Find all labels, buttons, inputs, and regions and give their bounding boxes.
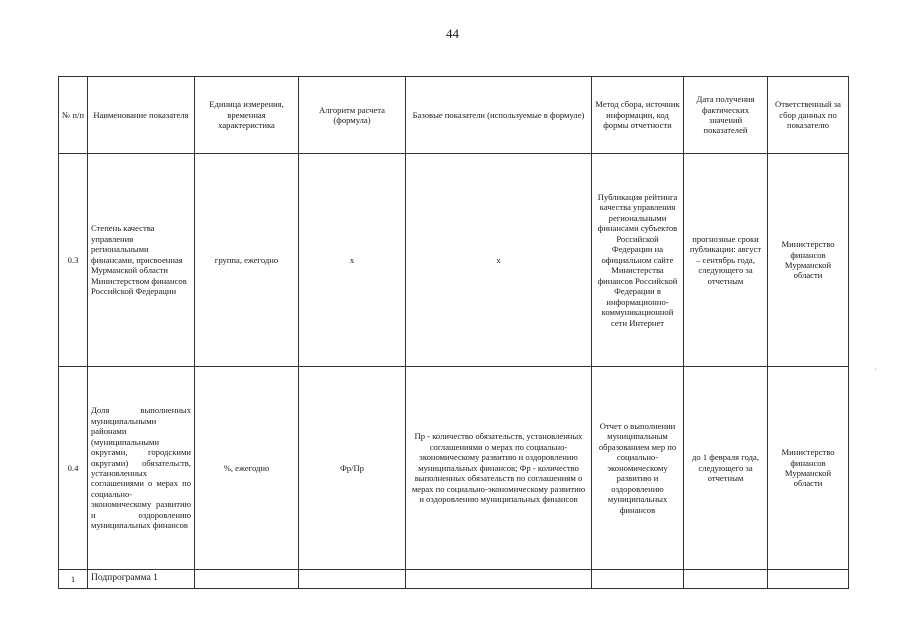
cell-num: 0.3 — [59, 154, 88, 367]
cell-empty — [299, 570, 406, 589]
cell-date: прогнозные сроки публикации: август – сентябрь года, следующего за отчетным — [684, 154, 768, 367]
header-num: № п/п — [59, 77, 88, 154]
cell-formula: х — [299, 154, 406, 367]
cell-responsible: Министерство финансов Мурманской области — [768, 367, 849, 570]
cell-base: х — [406, 154, 592, 367]
cell-empty — [684, 570, 768, 589]
page-number: 44 — [446, 26, 459, 41]
cell-responsible: Министерство финансов Мурманской области — [768, 154, 849, 367]
indicators-table — [58, 76, 849, 589]
subprogram-row — [59, 570, 849, 589]
cell-unit: группа, ежегодно — [195, 154, 299, 367]
table-row — [59, 367, 849, 570]
cell-method: Публикация рейтинга качества управления региональными финансами субъектов Российской Федерации на официальном сайте Министерства финансов Российской Федерации в информационно-коммуникационной сети Интернет — [592, 154, 684, 367]
cell-base: Пр - количество обязательств, установленных соглашениями о мерах по социально-экономическому развитию и оздоровлению муниципальных финансов; Фр - количество выполненных обязательств по соглашениям о мерах по социально-экономическому развитию и оздоровлению муниципальных финансов — [406, 367, 592, 570]
subprogram-title: Подпрограмма 1 — [88, 570, 195, 589]
cell-unit: %, ежегодно — [195, 367, 299, 570]
header-date: Дата получения фактических значений показателей — [684, 77, 768, 154]
cell-name: Степень качества управления региональными финансами, присвоенная Мурманской области Министерством финансов Российской Федерации — [88, 154, 195, 367]
cell-empty — [195, 570, 299, 589]
cell-name: Доля выполненных муниципальными районами (муниципальными округами, городскими округами) обязательств, установленных соглашениями о мерах по социально-экономическому развитию и оздоровлению муниципальных финансов — [88, 367, 195, 570]
table-row — [59, 154, 849, 367]
cell-empty — [406, 570, 592, 589]
margin-mark: · — [874, 365, 877, 374]
cell-formula: Фр/Пр — [299, 367, 406, 570]
cell-date: до 1 февраля года, следующего за отчетным — [684, 367, 768, 570]
cell-num: 1 — [59, 570, 88, 589]
header-base: Базовые показатели (используемые в формуле) — [406, 77, 592, 154]
cell-method: Отчет о выполнении муниципальным образованием мер по социально-экономическому развитию и оздоровлению муниципальных финансов — [592, 367, 684, 570]
header-method: Метод сбора, источник информации, код формы отчетности — [592, 77, 684, 154]
cell-num: 0.4 — [59, 367, 88, 570]
header-unit: Единица измерения, временная характеристика — [195, 77, 299, 154]
header-responsible: Ответственный за сбор данных по показателю — [768, 77, 849, 154]
header-name: Наименование показателя — [88, 77, 195, 154]
header-row — [59, 77, 849, 154]
header-formula: Алгоритм расчета (формула) — [299, 77, 406, 154]
cell-empty — [768, 570, 849, 589]
cell-empty — [592, 570, 684, 589]
